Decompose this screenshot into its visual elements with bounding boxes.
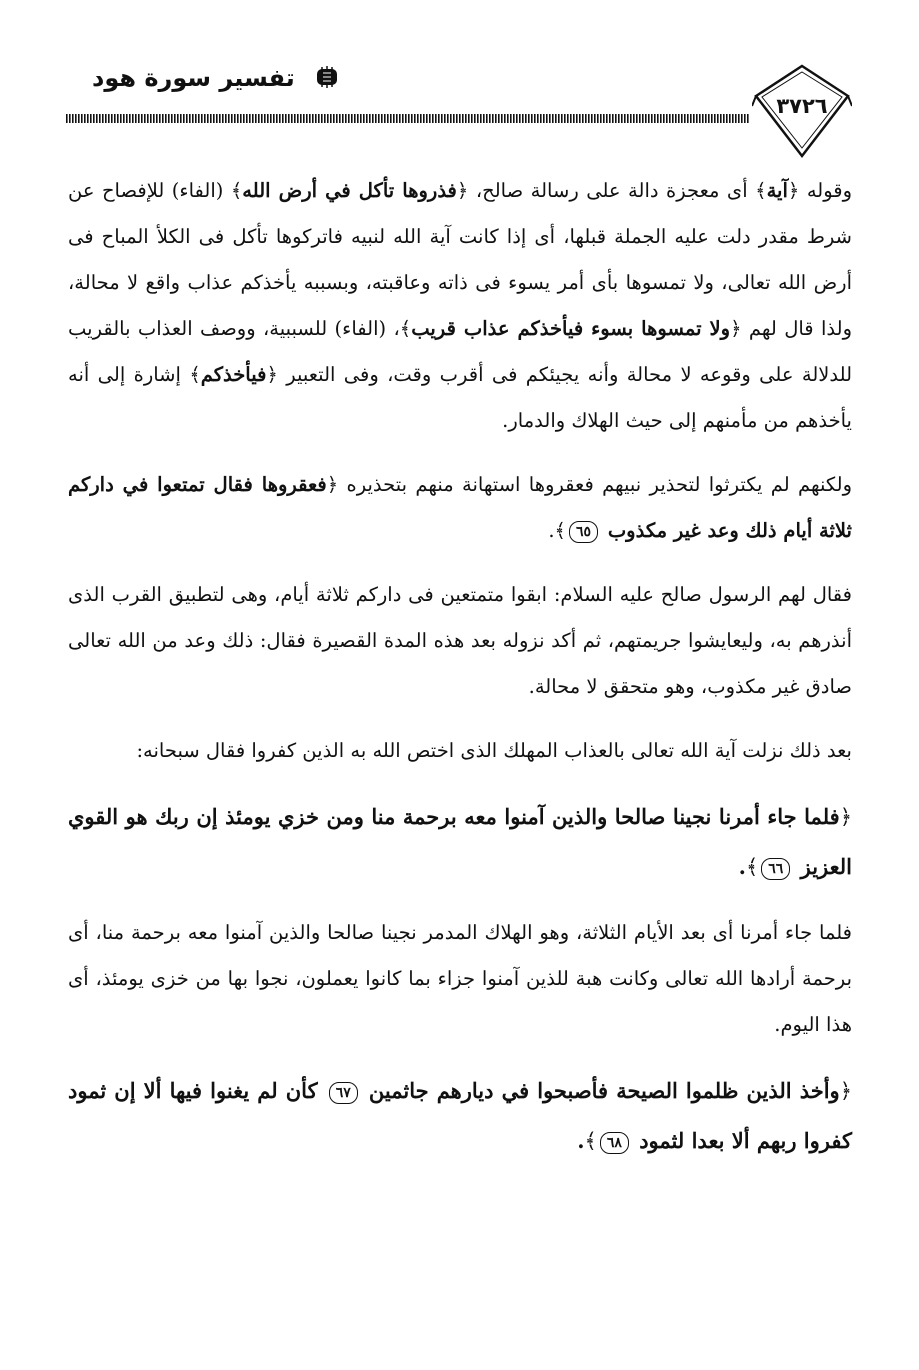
text: أى معجزة دالة على رسالة صالح، bbox=[475, 179, 748, 202]
text: (الفاء) للإفصاح عن شرط مقدر دلت عليه الجملة قبلها، أى إذا كانت آية الله لنبيه فاتركوها تأكل فى الكلأ المباح فى أرض الله تعالى، ولا تمسوها بأى أمر يسوء فى ذاته وعاقبته، وبسببه يأخذكم عذاب واقع لا محالة، ولذا قال لهم bbox=[68, 179, 853, 340]
verse-67-68: ﴿وأخذ الذين ظلموا الصيحة فأصبحوا في ديارهم جاثمين ٦٧ كأن لم يغنوا فيها ألا إن ثمود كفروا ربهم ألا بعدا لثمود ٦٨﴾. bbox=[68, 1078, 853, 1153]
text: ولكنهم لم يكترثوا لتحذير نبيهم فعقروها استهانة منهم بتحذيره bbox=[346, 473, 852, 496]
verse-number: ٦٨ bbox=[600, 1132, 629, 1154]
verse-number: ٦٥ bbox=[569, 521, 598, 543]
header-rule bbox=[66, 114, 750, 123]
quran-quote: ﴿ولا تمسوها بسوء فيأخذكم عذاب قريب﴾ bbox=[399, 317, 742, 340]
text: إشارة إلى أنه يأخذهم من مأمنهم إلى حيث الهلاك والدمار. bbox=[68, 363, 852, 432]
text: ، (الفاء) للسببية، ووصف العذاب بالقريب للدلالة على وقوعه لا محالة وأنه يجيئكم فى أقرب وقت، وفى التعبير bbox=[68, 317, 853, 386]
quran-quote: ﴿فذروها تأكل في أرض الله﴾ bbox=[230, 179, 469, 202]
paragraph-4: بعد ذلك نزلت آية الله تعالى بالعذاب المهلك الذى اختص الله به الذين كفروا فقال سبحانه: bbox=[136, 739, 852, 762]
quran-quote: ﴿آية﴾ bbox=[755, 179, 800, 202]
verse-66: ﴿فلما جاء أمرنا نجينا صالحا والذين آمنوا معه برحمة منا ومن خزي يومئذ إن ربك هو القوي العزيز ٦٦﴾. bbox=[68, 804, 852, 879]
paragraph-1 bbox=[68, 168, 852, 444]
quran-quote: ﴿فيأخذكم﴾ bbox=[189, 363, 278, 386]
paragraph-3: فقال لهم الرسول صالح عليه السلام: ابقوا متمتعين فى داركم ثلاثة أيام، وهى لتطبيق القرب الذى أنذرهم به، وليعايشوا جريمتهم، ثم أكد نزوله بعد هذه المدة القصيرة فقال: ذلك وعد من الله تعالى صادق غير مكذوب، وهو متحقق لا محالة. bbox=[68, 583, 852, 698]
verse-number: ٦٧ bbox=[329, 1082, 358, 1104]
page-number: ٣٧٢٦ bbox=[776, 94, 828, 118]
paragraph-2: ولكنهم لم يكترثوا لتحذير نبيهم فعقروها استهانة منهم بتحذيره ﴿فعقروها فقال تمتعوا في داركم ثلاثة أيام ذلك وعد غير مكذوب ٦٥﴾. bbox=[68, 473, 852, 542]
running-title: تفسير سورة هود bbox=[92, 64, 295, 92]
text: وقوله bbox=[806, 179, 853, 202]
body-text bbox=[68, 168, 852, 1184]
quran-quote: ﴿فعقروها فقال تمتعوا في داركم ثلاثة أيام ذلك وعد غير مكذوب ٦٥﴾ bbox=[68, 473, 852, 542]
ornament-icon bbox=[314, 64, 340, 90]
verse-number: ٦٦ bbox=[761, 858, 790, 880]
paragraph-5: فلما جاء أمرنا أى بعد الأيام الثلاثة، وهو الهلاك المدمر نجينا صالحا والذين آمنوا معه برحمة منا، أى برحمة أرادها الله تعالى وكانت هبة للذين آمنوا جزاء بما كانوا يعملون، نجوا بها من خزى يومئذ، أى هذا اليوم. bbox=[68, 921, 852, 1036]
